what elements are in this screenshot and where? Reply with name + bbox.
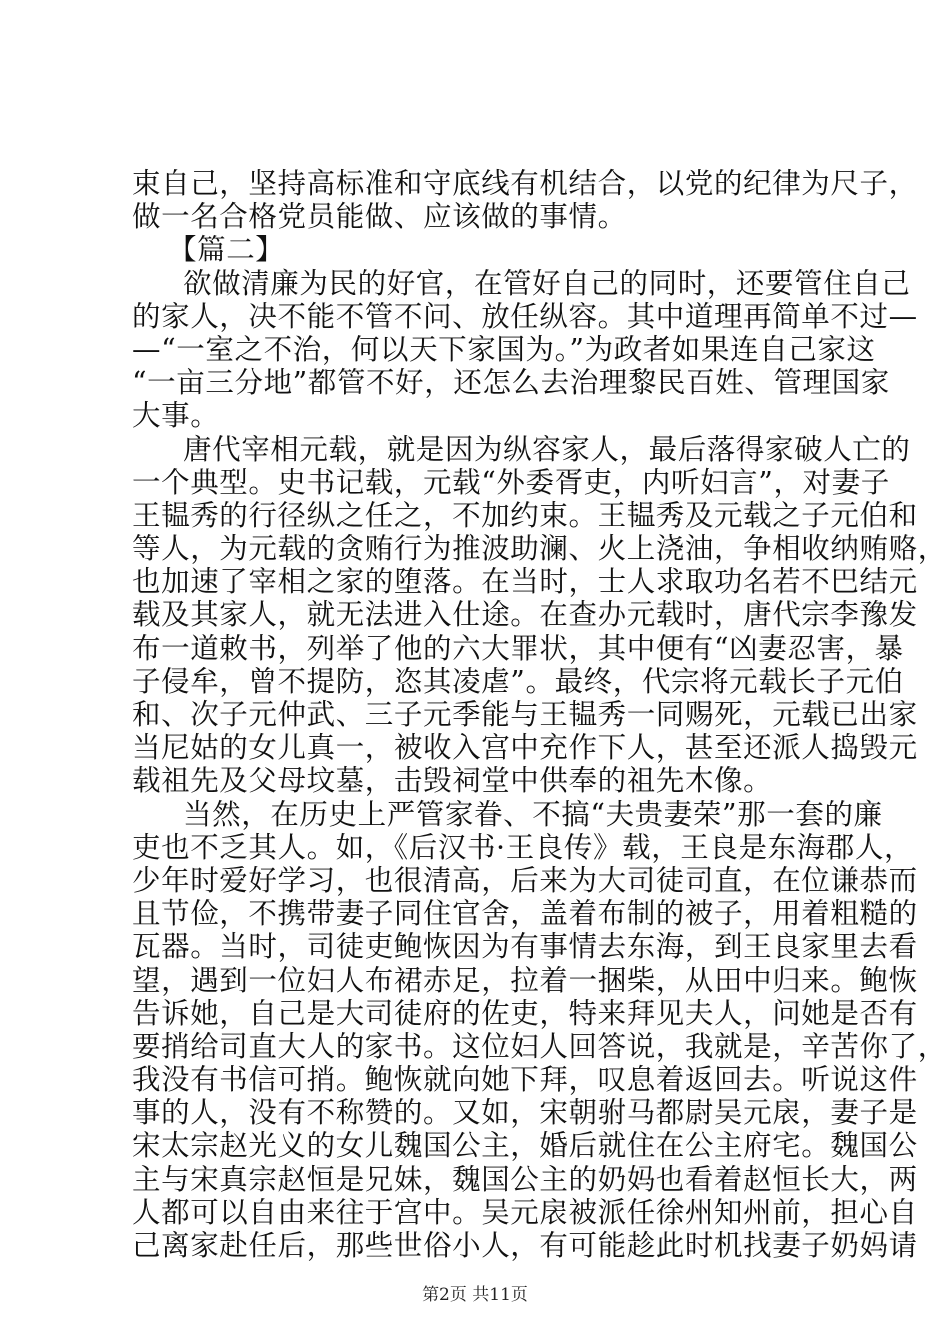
text-line: 唐代宰相元载，就是因为纵容家人，最后落得家破人亡的 (183, 432, 911, 466)
page-footer: 第2页 共11页 (422, 1285, 528, 1305)
text-line: 当然，在历史上严管家眷、不搞“夫贵妻荣”那一套的廉 (183, 797, 883, 831)
text-line: 一个典型。史书记载，元载“外委胥吏，内听妇言”，对妻子 (132, 465, 890, 499)
text-line: 束自己，坚持高标准和守底线有机结合，以党的纪律为尺子， (132, 167, 918, 200)
text-line: 要捎给司直大人的家书。这位妇人回答说，我就是，辛苦你了， (132, 1029, 947, 1063)
text-line: 人都可以自由来往于宫中。吴元扆被派任徐州知州前，担心自 (132, 1195, 918, 1229)
text-line: 告诉她，自己是大司徒府的佐吏，特来拜见夫人，问她是否有 (132, 996, 918, 1030)
text-line: 己离家赴任后，那些世俗小人，有可能趁此时机找妻子奶妈请 (132, 1229, 918, 1262)
text-line: 且节俭，不携带妻子同住官舍，盖着布制的被子，用着粗糙的 (132, 897, 918, 931)
text-line: 吏也不乏其人。如，《后汉书·王良传》载，王良是东海郡人， (132, 830, 914, 864)
document-body (132, 167, 947, 1262)
text-line: 做一名合格党员能做、应该做的事情。 (132, 200, 627, 234)
text-line: 和、次子元仲武、三子元季能与王韫秀一同赐死，元载已出家 (132, 698, 918, 731)
text-line: 当尼姑的女儿真一，被收入宫中充作下人，甚至还派人捣毁元 (132, 731, 918, 765)
section-heading: 【篇二】 (168, 233, 285, 267)
text-line: 载祖先及父母坟墓，击毁祠堂中供奉的祖先木像。 (132, 764, 773, 798)
text-line: 载及其家人，就无法进入仕途。在查办元载时，唐代宗李豫发 (132, 598, 918, 632)
text-line: 的家人，决不能不管不问、放任纵容。其中道理再简单不过— (132, 299, 918, 333)
text-line: 大事。 (132, 399, 220, 433)
text-line: “一亩三分地”都管不好，还怎么去治理黎民百姓、管理国家 (132, 366, 890, 400)
text-line: 瓦器。当时，司徒吏鲍恢因为有事情去东海，到王良家里去看 (132, 930, 918, 964)
text-line: 我没有书信可捎。鲍恢就向她下拜，叹息着返回去。听说这件 (132, 1063, 918, 1097)
text-line: 等人，为元载的贪贿行为推波助澜、火上浇油，争相收纳贿赂， (132, 532, 947, 566)
text-line: —“一室之不治，何以天下家国为。”为政者如果连自己家这 (132, 332, 876, 366)
text-line: 王韫秀的行径纵之任之，不加约束。王韫秀及元载之子元伯和 (132, 498, 918, 532)
text-line: 布一道敕书，列举了他的六大罪状，其中便有“凶妻忍害，暴 (132, 631, 904, 665)
text-line: 事的人，没有不称赞的。又如，宋朝驸马都尉吴元扆，妻子是 (132, 1096, 918, 1130)
text-line: 也加速了宰相之家的堕落。在当时，士人求取功名若不巴结元 (132, 565, 918, 599)
text-line: 宋太宗赵光义的女儿魏国公主，婚后就住在公主府宅。魏国公 (132, 1129, 918, 1163)
text-line: 望，遇到一位妇人布裙赤足，拉着一捆柴，从田中归来。鲍恢 (132, 963, 918, 997)
text-line: 少年时爱好学习，也很清高，后来为大司徒司直，在位谦恭而 (132, 863, 918, 897)
text-line: 主与宋真宗赵恒是兄妹，魏国公主的奶妈也看着赵恒长大，两 (132, 1162, 918, 1196)
text-line: 欲做清廉为民的好官，在管好自己的同时，还要管住自己 (183, 266, 911, 300)
text-line: 子侵牟，曾不提防，恣其凌虐”。最终，代宗将元载长子元伯 (132, 664, 904, 698)
